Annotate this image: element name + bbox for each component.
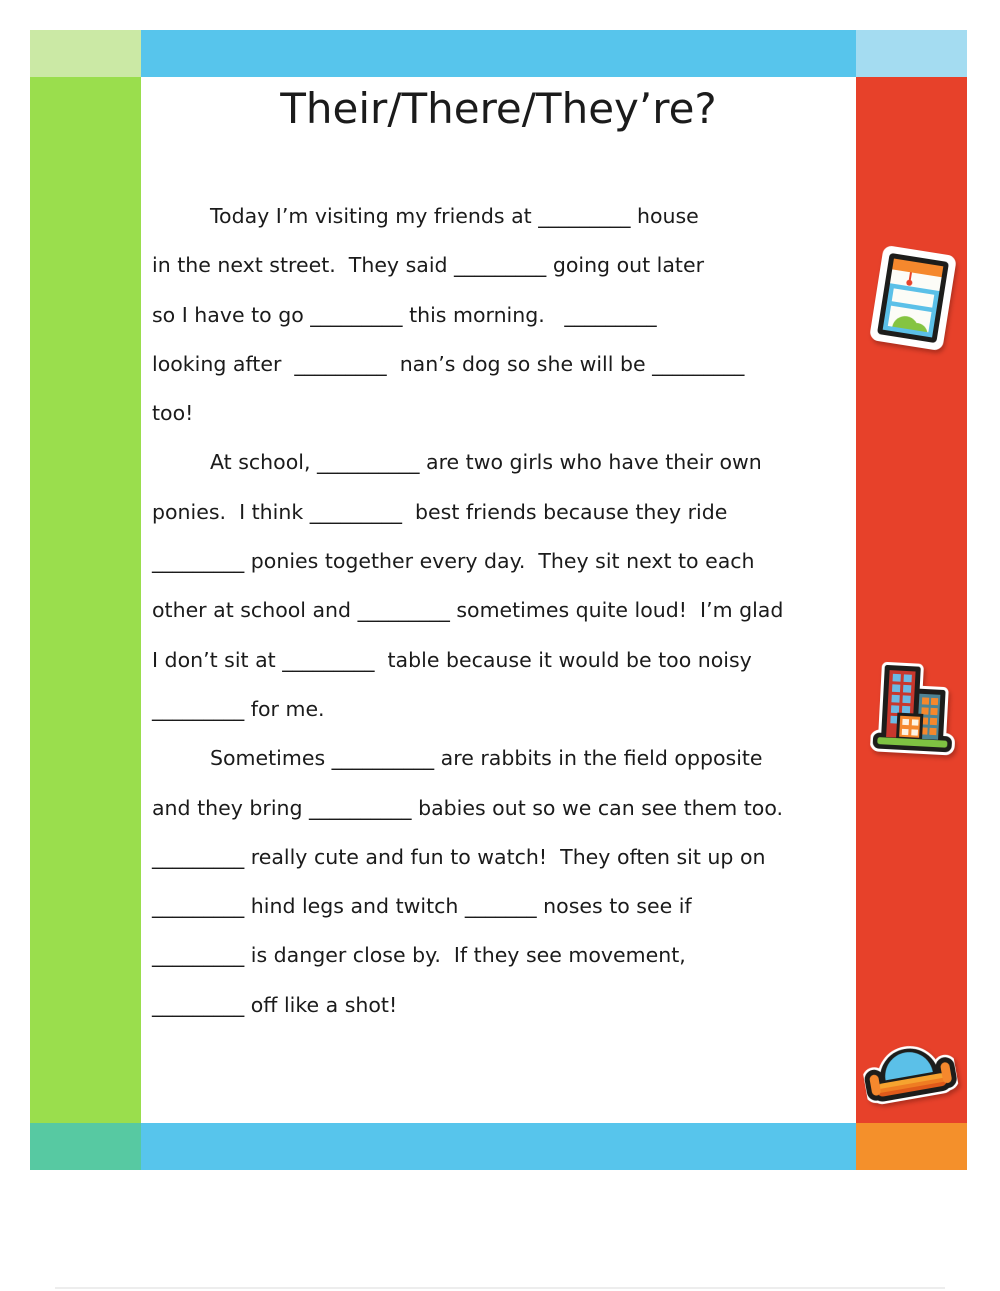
blank-field[interactable]: _________: [454, 253, 547, 278]
text-line: [152, 734, 852, 783]
text-line: [152, 192, 852, 241]
text-line: [152, 981, 852, 1030]
text-line: [152, 636, 852, 685]
blank-field[interactable]: __________: [316, 450, 420, 475]
text-line: [152, 291, 852, 340]
blank-field[interactable]: _________: [564, 302, 657, 327]
text-segment: ponies together every day. They sit next to each: [244, 549, 755, 574]
blank-field[interactable]: _________: [310, 302, 403, 327]
frame-left-column: [30, 77, 141, 1123]
next-page-edge: [55, 1287, 945, 1289]
text-segment: for me.: [244, 696, 325, 721]
blank-field[interactable]: _________: [152, 992, 245, 1017]
text-segment: Today I’m visiting my friends at: [210, 204, 539, 228]
text-line: [152, 882, 852, 931]
blank-field[interactable]: _________: [294, 351, 387, 376]
text-line: [152, 931, 852, 980]
blank-field[interactable]: _________: [282, 647, 375, 672]
city-buildings-icon: [869, 660, 960, 762]
blank-field[interactable]: _________: [152, 549, 245, 574]
text-segment: and they bring: [152, 795, 310, 820]
frame-corner-top-left: [30, 30, 141, 77]
sofa-icon: [858, 1031, 961, 1120]
worksheet-title: Their/There/They’re?: [280, 84, 717, 133]
blank-field[interactable]: _________: [152, 696, 245, 721]
text-segment: is danger close by. If they see movement,: [244, 943, 686, 968]
text-segment: sometimes quite loud! I’m glad: [449, 598, 784, 623]
frame-corner-bottom-right: [856, 1123, 967, 1170]
worksheet-body: [152, 192, 852, 1030]
text-segment: ponies. I think: [152, 499, 310, 524]
text-segment: going out later: [546, 253, 705, 278]
text-line: [152, 784, 852, 833]
frame-right-column: [856, 77, 967, 1123]
text-segment: I don’t sit at: [152, 647, 283, 672]
text-line: [152, 488, 852, 537]
text-segment: off like a shot!: [244, 992, 398, 1017]
blank-field[interactable]: _______: [464, 894, 537, 919]
text-line: [152, 833, 852, 882]
text-segment: in the next street. They said: [152, 253, 455, 278]
text-segment: noses to see if: [536, 894, 692, 919]
sofa-sticker: [858, 1031, 961, 1120]
text-segment: too!: [152, 401, 194, 426]
text-segment: nan’s dog so she will be: [386, 351, 653, 376]
blank-field[interactable]: _________: [652, 351, 745, 376]
blank-field[interactable]: _________: [152, 844, 245, 869]
blank-field[interactable]: _________: [152, 894, 245, 919]
text-line: [152, 389, 852, 438]
text-segment: house: [630, 204, 699, 228]
frame-corner-top-right: [856, 30, 967, 77]
text-line: [152, 586, 852, 635]
text-segment: babies out so we can see them too.: [411, 795, 784, 820]
text-segment: looking after: [152, 351, 295, 376]
blank-field[interactable]: _________: [152, 943, 245, 968]
text-segment: other at school and: [152, 598, 358, 623]
blank-field[interactable]: _________: [538, 204, 631, 228]
frame-top-bar: [141, 30, 856, 77]
frame-corner-bottom-left: [30, 1123, 141, 1170]
blank-field[interactable]: _________: [357, 598, 450, 623]
text-segment: best friends because they ride: [402, 499, 728, 524]
text-segment: At school,: [210, 450, 317, 475]
blank-field[interactable]: __________: [309, 795, 412, 820]
text-segment: are rabbits in the field opposite: [434, 746, 763, 771]
blank-field[interactable]: __________: [331, 746, 435, 771]
window-sticker: [867, 243, 960, 354]
text-segment: so I have to go: [152, 302, 311, 327]
text-segment: hind legs and twitch: [244, 894, 465, 919]
text-segment: really cute and fun to watch! They often sit up on: [244, 844, 766, 869]
text-segment: table because it would be too noisy: [374, 647, 752, 672]
text-segment: this morning.: [402, 302, 565, 327]
worksheet-content: [141, 77, 856, 1123]
text-line: [152, 685, 852, 734]
window-icon: [867, 243, 960, 354]
text-line: [152, 537, 852, 586]
text-segment: are two girls who have their own: [419, 450, 762, 475]
text-line: [152, 340, 852, 389]
text-line: [152, 438, 852, 487]
text-segment: Sometimes: [210, 746, 332, 771]
blank-field[interactable]: _________: [309, 499, 403, 524]
buildings-sticker: [869, 660, 960, 762]
text-line: [152, 241, 852, 290]
frame-bottom-bar: [141, 1123, 856, 1170]
